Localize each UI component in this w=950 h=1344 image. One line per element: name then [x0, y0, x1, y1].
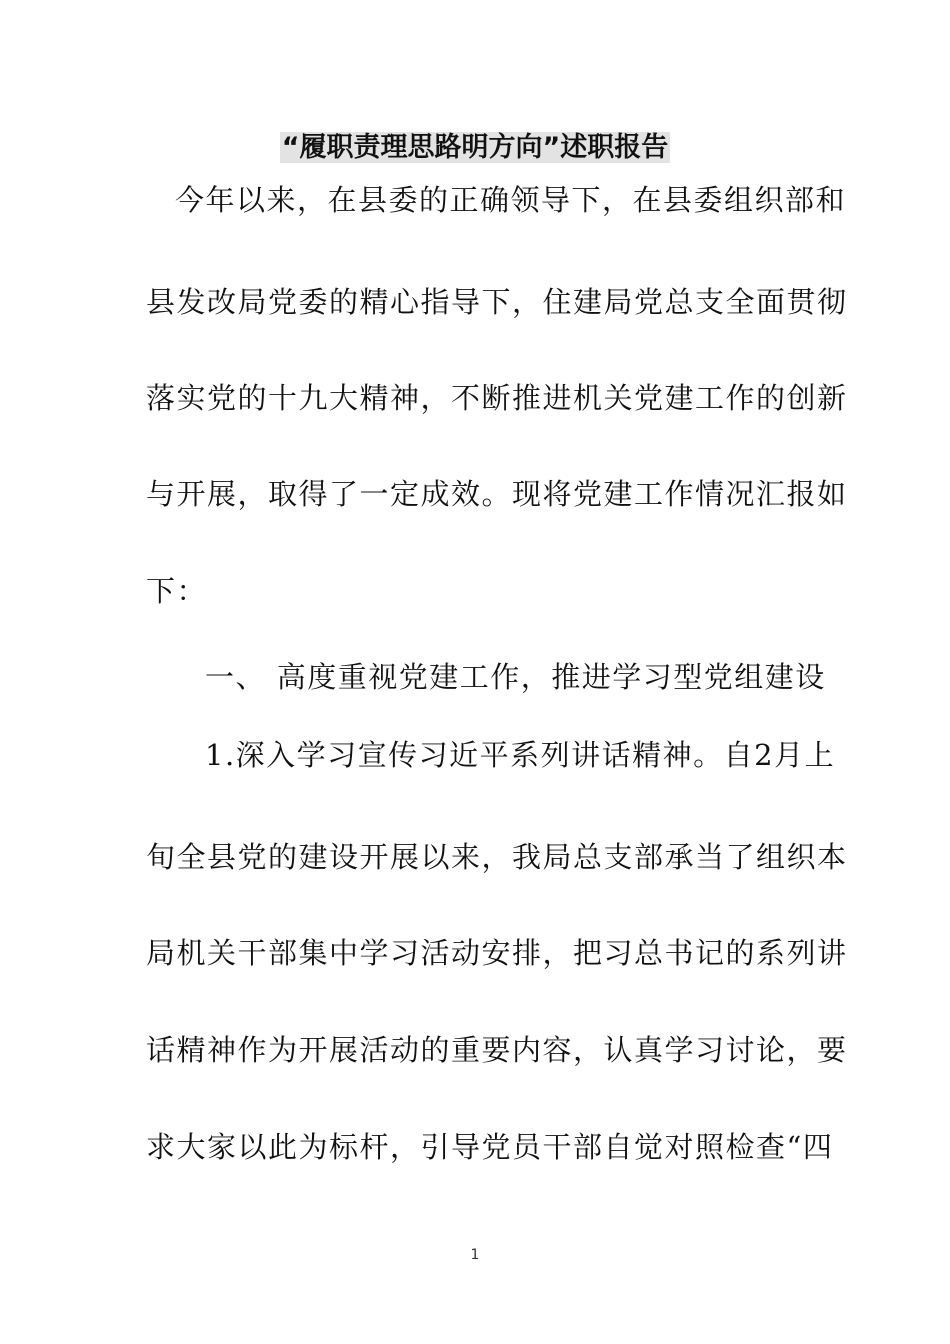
document-title — [0, 128, 950, 168]
paragraph-line: 话精神作为开展活动的重要内容，认真学习讨论，要 — [146, 1033, 848, 1067]
paragraph-line: 与开展，取得了一定成效。现将党建工作情况汇报如 — [146, 477, 848, 511]
paragraph-line: 局机关干部集中学习活动安排，把习总书记的系列讲 — [146, 936, 848, 970]
paragraph-line: 求大家以此为标杆，引导党员干部自觉对照检查“四 — [146, 1130, 834, 1164]
paragraph-line: 县发改局党委的精心指导下，住建局党总支全面贯彻 — [146, 285, 848, 319]
paragraph-line: 旬全县党的建设开展以来，我局总支部承当了组织本 — [146, 840, 848, 874]
paragraph-line: 落实党的十九大精神，不断推进机关党建工作的创新 — [146, 381, 848, 415]
paragraph-line: 1.深入学习宣传习近平系列讲话精神。自2月上 — [205, 738, 836, 772]
page-number: 1 — [470, 1247, 480, 1263]
document-title-text: “履职责理思路明方向”述职报告 — [281, 132, 669, 163]
section-heading: 一、 高度重视党建工作，推进学习型党组建设 — [205, 660, 826, 694]
paragraph-line: 今年以来，在县委的正确领导下，在县委组织部和 — [175, 183, 847, 217]
paragraph-line: 下： — [146, 574, 208, 608]
